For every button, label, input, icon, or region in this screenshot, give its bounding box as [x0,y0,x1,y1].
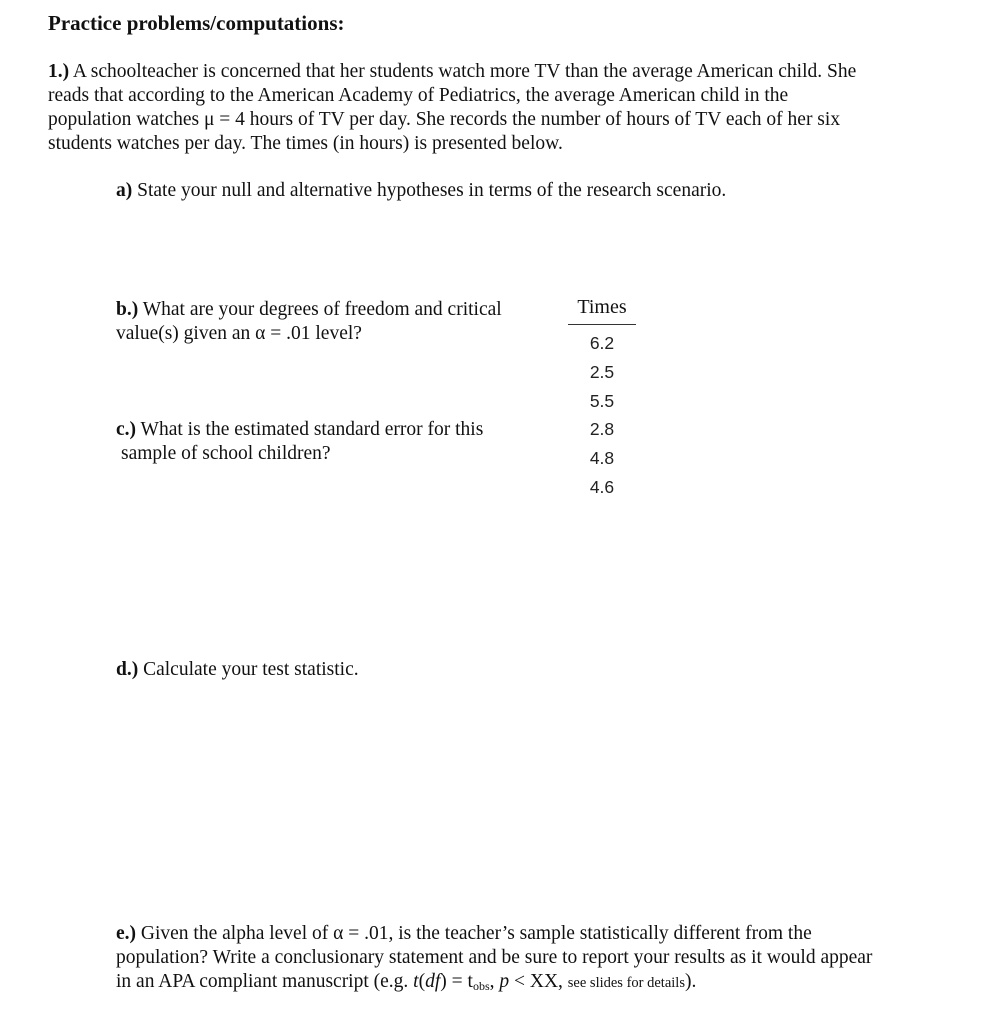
obs-subscript: obs [472,979,490,993]
question-label: c.) [116,419,137,440]
question-text: Given the alpha level of α = .01, is the teacher’s sample statistically different from the [136,923,812,944]
question-b [116,298,502,346]
question-d [116,658,359,682]
question-text-apa: in an APA compliant manuscript (e.g. $t(df) = t_{obs}$, p < XX, see slides for details). [116,971,697,993]
times-value: 4.6 [589,476,615,497]
question-text: State your null and alternative hypotheses in terms of the research scenario. [132,180,727,201]
problem-number: 1.) [48,61,70,82]
question-label: a) [116,180,133,201]
times-header: Times [568,293,636,325]
times-value: 4.8 [589,448,615,469]
times-value: 5.5 [589,390,615,411]
question-text: What are your degrees of freedom and critical [138,299,502,320]
question-label: d.) [116,659,139,680]
problem-line: reads that according to the American Academy of Pediatrics, the average American child in the [48,85,789,106]
question-text: population? Write a conclusionary statement and be sure to report your results as it would appear [116,947,873,968]
p-symbol: p [499,971,510,992]
question-text: sample of school children? [121,443,331,464]
question-text: value(s) given an α = .01 level? [116,323,362,344]
times-value: 2.8 [589,419,615,440]
t-symbol: t [413,971,419,992]
question-text: Calculate your test statistic. [138,659,359,680]
question-label: e.) [116,923,137,944]
question-e [116,922,872,995]
problem-line: A schoolteacher is concerned that her students watch more TV than the average American child. She [69,61,857,82]
problem-statement [48,60,938,156]
times-value: 6.2 [589,333,615,353]
question-a [116,179,726,203]
problem-line: students watches per day. The times (in hours) is presented below. [48,133,563,154]
times-table [568,293,636,502]
times-body [568,325,636,502]
slides-note: see slides for details [567,975,685,991]
df-symbol: df [425,971,441,992]
question-text: What is the estimated standard error for this [136,419,484,440]
problem-line: population watches μ = 4 hours of TV per day. She records the number of hours of TV each of her six [48,109,841,130]
times-value: 2.5 [589,361,615,382]
question-c [116,418,483,466]
question-label: b.) [116,299,139,320]
page-title: Practice problems/computations: [48,11,345,35]
